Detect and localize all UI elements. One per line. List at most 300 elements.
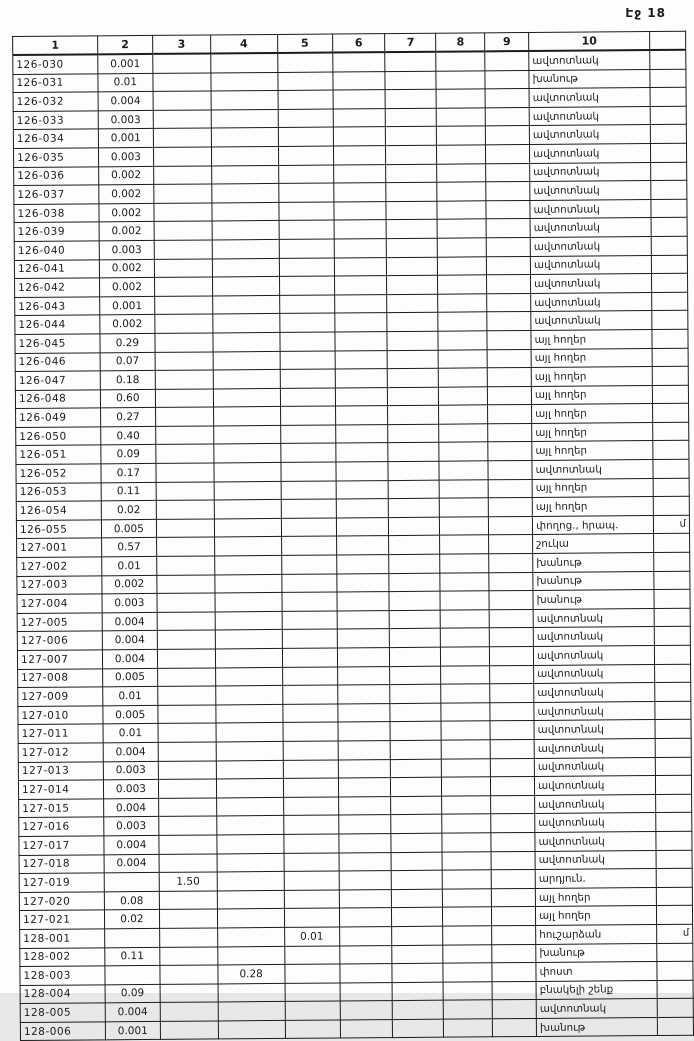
cell-value: 0.09 [101, 445, 156, 464]
cell-value [441, 703, 490, 722]
cell-value [156, 537, 214, 556]
cell-parcel-code: 126-037 [14, 185, 99, 204]
margin-note [655, 664, 691, 683]
cell-value [386, 127, 437, 146]
cell-value [440, 572, 489, 591]
cell-value [214, 481, 281, 500]
cell-value [280, 425, 335, 444]
cell-parcel-code: 127-015 [19, 799, 104, 818]
margin-note [657, 998, 693, 1017]
margin-note [651, 236, 687, 255]
cell-value [155, 370, 213, 389]
cell-value: 0.01 [103, 687, 158, 706]
cell-value [216, 816, 283, 835]
cell-parcel-code: 126-036 [14, 166, 99, 185]
cell-value [160, 946, 218, 965]
cell-value [440, 591, 489, 610]
cell-value [280, 443, 335, 462]
cell-value [153, 166, 211, 185]
cell-value [486, 200, 530, 219]
cell-value [335, 387, 388, 406]
cell-value [158, 761, 216, 780]
cell-value [212, 202, 279, 221]
cell-parcel-code: 126-045 [15, 334, 100, 353]
cell-parcel-code: 128-003 [20, 966, 105, 985]
cell-value [337, 703, 390, 722]
cell-value [335, 350, 388, 369]
cell-value [390, 647, 441, 666]
cell-usage: ավտոտնակ [533, 608, 654, 628]
cell-usage: ավտոտնակ [535, 850, 656, 870]
cell-parcel-code: 127-013 [18, 761, 103, 780]
cell-value [486, 163, 530, 182]
cell-value [212, 295, 279, 314]
cell-value [210, 53, 277, 73]
cell-value [280, 351, 335, 370]
cell-usage: այլ հողեր [532, 497, 653, 517]
cell-value: 0.004 [104, 798, 159, 817]
cell-parcel-code: 127-021 [19, 910, 104, 929]
cell-value [279, 313, 334, 332]
cell-value [154, 296, 212, 315]
cell-value: 0.28 [218, 965, 285, 984]
cell-value [390, 684, 441, 703]
cell-value [438, 238, 487, 257]
cell-value [278, 183, 333, 202]
cell-value [389, 498, 440, 517]
cell-value [218, 1002, 285, 1021]
cell-value [282, 704, 337, 723]
cell-value [282, 667, 337, 686]
cell-value [485, 89, 529, 108]
cell-value [155, 389, 213, 408]
cell-parcel-code: 128-002 [20, 947, 105, 966]
cell-value [488, 442, 532, 461]
cell-value [489, 609, 533, 628]
cell-value [157, 630, 215, 649]
cell-value [160, 965, 218, 984]
cell-value [284, 834, 339, 853]
cell-usage: հուշարձան [536, 924, 657, 944]
cell-parcel-code: 126-034 [13, 129, 98, 148]
cell-value: 0.004 [104, 835, 159, 854]
cell-value [284, 871, 339, 890]
cell-parcel-code: 127-002 [17, 557, 102, 576]
cell-value [392, 907, 443, 926]
cell-value [387, 238, 438, 257]
cell-value: 0.17 [101, 463, 156, 482]
cell-value [215, 686, 282, 705]
register-table-wrap [12, 31, 694, 1041]
cell-value [333, 164, 386, 183]
cell-value [158, 742, 216, 761]
cell-value [217, 853, 284, 872]
cell-usage: փողոց., հրապ. [532, 515, 653, 535]
cell-value [159, 853, 217, 872]
cell-value [491, 851, 535, 870]
cell-value [212, 184, 279, 203]
cell-value [153, 91, 211, 110]
margin-note [652, 311, 688, 330]
cell-value [332, 71, 385, 90]
cell-value: 0.11 [101, 482, 156, 501]
cell-value [156, 426, 214, 445]
cell-value [334, 257, 387, 276]
cell-value [214, 444, 281, 463]
cell-value [278, 72, 333, 91]
cell-value [340, 982, 393, 1001]
cell-value: 0.001 [98, 54, 153, 74]
cell-value [284, 945, 339, 964]
cell-value [216, 723, 283, 742]
cell-value [336, 480, 389, 499]
cell-parcel-code: 127-017 [19, 836, 104, 855]
cell-value [437, 201, 486, 220]
cell-usage: ավտոտնակ [535, 794, 656, 814]
cell-value: 0.02 [101, 501, 156, 520]
cell-value [437, 126, 486, 145]
cell-value [340, 1019, 393, 1038]
cell-value [443, 944, 492, 963]
cell-value [437, 145, 486, 164]
cell-value [333, 127, 386, 146]
cell-parcel-code: 127-020 [19, 892, 104, 911]
cell-value [486, 144, 530, 163]
cell-value [490, 646, 534, 665]
cell-value [438, 275, 487, 294]
cell-value [216, 797, 283, 816]
cell-value [440, 498, 489, 517]
cell-value: 0.003 [99, 240, 154, 259]
margin-note [655, 757, 691, 776]
cell-value [338, 722, 391, 741]
cell-value [333, 183, 386, 202]
cell-value: 0.60 [100, 389, 155, 408]
cell-value [444, 1019, 493, 1038]
cell-value [211, 109, 278, 128]
cell-value [489, 553, 533, 572]
cell-value [212, 277, 279, 296]
cell-value [442, 777, 491, 796]
cell-value [154, 240, 212, 259]
cell-value: 0.003 [102, 594, 157, 613]
cell-usage: այլ հողեր [531, 367, 652, 387]
margin-note [653, 459, 689, 478]
cell-value [160, 1021, 218, 1040]
cell-value [492, 1000, 536, 1019]
cell-value [489, 572, 533, 591]
cell-value: 0.08 [104, 891, 159, 910]
cell-value [386, 108, 437, 127]
cell-value [388, 387, 439, 406]
cell-value [492, 981, 536, 1000]
cell-value [281, 536, 336, 555]
cell-value [336, 517, 389, 536]
cell-value [390, 610, 441, 629]
cell-usage: ավտոտնակ [529, 88, 650, 108]
cell-value [215, 611, 282, 630]
cell-value: 0.11 [105, 947, 160, 966]
cell-usage: շուկա [533, 534, 654, 554]
cell-usage: այլ հողեր [531, 385, 652, 405]
cell-value [216, 779, 283, 798]
column-header: 5 [277, 34, 332, 53]
column-header: 4 [210, 34, 277, 53]
cell-value [215, 648, 282, 667]
cell-value [387, 331, 438, 350]
cell-value: 0.29 [100, 333, 155, 352]
cell-value: 0.004 [104, 854, 159, 873]
cell-value: 0.004 [103, 742, 158, 761]
margin-note [652, 366, 688, 385]
cell-value [439, 479, 488, 498]
cell-value [281, 574, 336, 593]
cell-value [340, 1001, 393, 1020]
cell-value [439, 386, 488, 405]
cell-value [337, 666, 390, 685]
cell-usage: ավտոտնակ [532, 460, 653, 480]
cell-value [388, 350, 439, 369]
cell-value: 0.005 [103, 705, 158, 724]
cell-value [336, 499, 389, 518]
cell-value [284, 908, 339, 927]
cell-value [277, 53, 332, 73]
cell-value: 0.001 [98, 129, 153, 148]
cell-value [391, 796, 442, 815]
cell-value [157, 593, 215, 612]
cell-value [492, 888, 536, 907]
cell-usage: փոստ [536, 962, 657, 982]
cell-value [488, 386, 532, 405]
cell-value [334, 294, 387, 313]
cell-value [281, 481, 336, 500]
cell-value [279, 202, 334, 221]
cell-parcel-code: 126-053 [16, 483, 101, 502]
cell-value [105, 965, 160, 984]
margin-note [656, 794, 692, 813]
cell-value: 0.004 [102, 631, 157, 650]
cell-value [437, 182, 486, 201]
cell-usage: ավտոտնակ [529, 125, 650, 145]
cell-value [339, 889, 392, 908]
cell-value [214, 518, 281, 537]
margin-note: մ [653, 515, 689, 534]
cell-value [279, 276, 334, 295]
cell-value [486, 219, 530, 238]
cell-value [389, 517, 440, 536]
margin-note [654, 589, 690, 608]
cell-value [282, 648, 337, 667]
cell-parcel-code: 126-039 [14, 222, 99, 241]
cell-value [154, 203, 212, 222]
cell-value [442, 851, 491, 870]
cell-value [442, 870, 491, 889]
cell-value [488, 461, 532, 480]
cell-value [439, 424, 488, 443]
cell-value [491, 795, 535, 814]
cell-value: 0.001 [105, 1021, 160, 1040]
cell-value [153, 128, 211, 147]
cell-value [280, 332, 335, 351]
cell-parcel-code: 127-016 [19, 817, 104, 836]
cell-value [159, 816, 217, 835]
margin-note [652, 348, 688, 367]
cell-value [443, 963, 492, 982]
cell-value [156, 463, 214, 482]
cell-value: 0.002 [100, 315, 155, 334]
cell-value [489, 535, 533, 554]
cell-value [337, 592, 390, 611]
cell-value [154, 277, 212, 296]
cell-value [216, 760, 283, 779]
cell-parcel-code: 126-038 [14, 204, 99, 223]
cell-value [278, 90, 333, 109]
cell-value [488, 405, 532, 424]
cell-value [486, 237, 530, 256]
cell-value [393, 1000, 444, 1019]
cell-value [392, 945, 443, 964]
cell-value: 0.40 [101, 426, 156, 445]
cell-value [489, 591, 533, 610]
cell-parcel-code: 126-050 [16, 427, 101, 446]
margin-note [657, 1017, 693, 1036]
cell-value: 0.003 [98, 147, 153, 166]
cell-usage: ավտոտնակ [530, 162, 651, 182]
margin-note [650, 143, 686, 162]
cell-parcel-code: 126-047 [15, 371, 100, 390]
cell-usage: այլ հողեր [532, 422, 653, 442]
cell-parcel-code: 127-008 [18, 668, 103, 687]
cell-value [285, 1020, 340, 1039]
column-header: 8 [436, 33, 485, 52]
cell-value [280, 388, 335, 407]
cell-value [442, 814, 491, 833]
cell-value [335, 424, 388, 443]
cell-parcel-code: 128-004 [20, 985, 105, 1004]
cell-usage: այլ հողեր [536, 906, 657, 926]
cell-value [157, 556, 215, 575]
cell-value [391, 740, 442, 759]
cell-usage: ավտոտնակ [534, 738, 655, 758]
cell-parcel-code: 126-043 [15, 297, 100, 316]
cell-value [334, 313, 387, 332]
margin-note [650, 106, 686, 125]
cell-value [436, 51, 485, 70]
cell-parcel-code: 126-054 [16, 501, 101, 520]
cell-usage: ավտոտնակ [530, 218, 651, 238]
margin-note [656, 831, 692, 850]
cell-value [218, 1020, 285, 1039]
cell-value [332, 52, 385, 72]
margin-note [654, 627, 690, 646]
cell-value [437, 219, 486, 238]
cell-value [390, 722, 441, 741]
cell-value [442, 758, 491, 777]
cell-value [153, 110, 211, 129]
cell-usage: ավտոտնակ [535, 813, 656, 833]
cell-value: 0.01 [98, 73, 153, 92]
cell-value [492, 907, 536, 926]
cell-value [490, 739, 534, 758]
cell-parcel-code: 127-014 [18, 780, 103, 799]
cell-value [156, 444, 214, 463]
cell-value [283, 815, 338, 834]
cell-value [159, 909, 217, 928]
cell-value [283, 741, 338, 760]
cell-value [159, 891, 217, 910]
cell-parcel-code: 127-018 [19, 854, 104, 873]
cell-parcel-code: 126-048 [15, 390, 100, 409]
cell-value [490, 721, 534, 740]
cell-value [282, 592, 337, 611]
cell-value [157, 668, 215, 687]
cell-value [392, 963, 443, 982]
margin-note [651, 218, 687, 237]
cell-usage: խանութ [536, 1017, 657, 1037]
cell-value [284, 890, 339, 909]
cell-value [436, 70, 485, 89]
cell-value [389, 480, 440, 499]
cell-value [218, 983, 285, 1002]
cell-value [105, 928, 160, 947]
margin-note [654, 534, 690, 553]
cell-value [339, 926, 392, 945]
margin-note [652, 404, 688, 423]
cell-usage: այլ հողեր [532, 404, 653, 424]
cell-value [441, 684, 490, 703]
cell-value [485, 70, 529, 89]
cell-value: 0.001 [100, 296, 155, 315]
cell-value [388, 443, 439, 462]
cell-value [392, 889, 443, 908]
cell-parcel-code: 128-005 [20, 1003, 105, 1022]
cell-parcel-code: 126-033 [13, 111, 98, 130]
cell-value: 0.002 [99, 222, 154, 241]
margin-note [656, 868, 692, 887]
cell-value [284, 853, 339, 872]
margin-note [654, 645, 690, 664]
column-header: 1 [13, 36, 98, 55]
cell-value [390, 666, 441, 685]
cell-value [339, 945, 392, 964]
cell-value [440, 610, 489, 629]
cell-parcel-code: 126-055 [16, 520, 101, 539]
cell-usage: բնակելի շենք [536, 980, 657, 1000]
cell-value [334, 239, 387, 258]
margin-note [654, 608, 690, 627]
cell-value [338, 778, 391, 797]
cell-value: 0.003 [103, 761, 158, 780]
cell-usage: այլ հողեր [532, 478, 653, 498]
cell-usage: խանութ [533, 571, 654, 591]
cell-value [335, 443, 388, 462]
column-header: 2 [98, 35, 153, 54]
cell-value: 0.27 [100, 408, 155, 427]
cell-value [440, 535, 489, 554]
cell-usage: ավտոտնակ [530, 236, 651, 256]
cell-usage: ավտոտնակ [534, 664, 655, 684]
cell-usage: ավտոտնակ [534, 720, 655, 740]
cell-value [281, 499, 336, 518]
cell-value [391, 815, 442, 834]
cell-value [339, 964, 392, 983]
cell-value [217, 909, 284, 928]
cell-value [443, 981, 492, 1000]
cell-value [441, 721, 490, 740]
cell-value [485, 51, 529, 70]
cell-value [491, 814, 535, 833]
cell-value [278, 146, 333, 165]
